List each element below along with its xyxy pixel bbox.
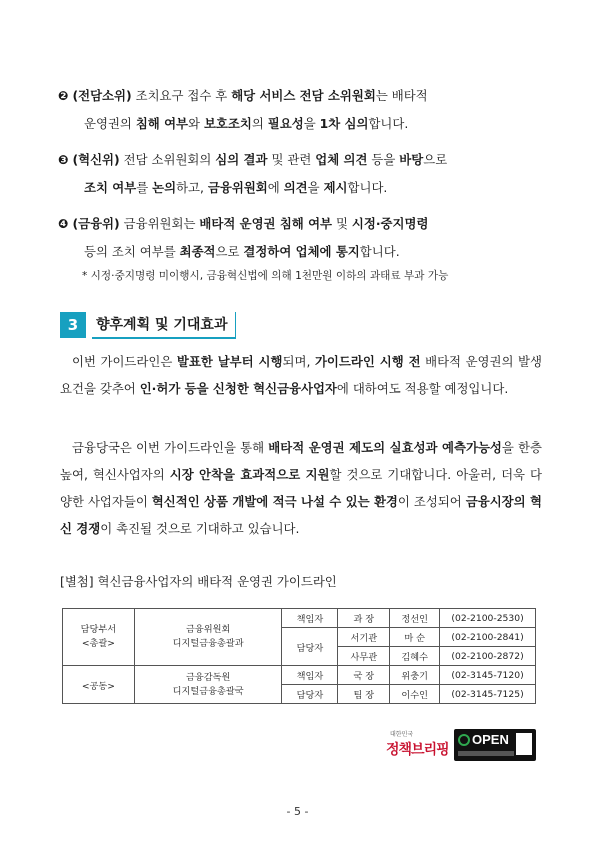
step-line-2 <box>58 110 548 138</box>
emphasis-text: 해당 서비스 전담 소위원회 <box>231 88 376 103</box>
text-run: 으로 <box>423 152 448 167</box>
title-cell: 서기관 <box>338 628 390 647</box>
emphasis-text: 필요성 <box>267 116 304 131</box>
co-org: 금융감독원 디지털금융총괄국 <box>134 666 282 704</box>
text-run: 이 조성되어 <box>397 494 466 509</box>
text-run: 및 관련 <box>267 152 316 167</box>
emphasis-text: 바탕 <box>399 152 424 167</box>
emphasis-text: 보호조치 <box>203 116 252 131</box>
phone-cell: (02-2100-2530) <box>440 609 536 628</box>
emphasis-text: 침해 여부 <box>135 116 189 131</box>
role-cell: 책임자 <box>282 609 338 628</box>
emphasis-text: 제시 <box>323 180 348 195</box>
title-cell: 과 장 <box>338 609 390 628</box>
step-line-1 <box>72 216 428 231</box>
main-org: 금융위원회 디지털금융총괄과 <box>134 609 282 666</box>
title-cell: 국 장 <box>338 666 390 685</box>
step-marker: ❸ <box>58 152 69 167</box>
text-run: 를 <box>136 180 153 195</box>
emphasis-text: 심의 결과 <box>215 152 268 167</box>
phone-cell: (02-2100-2841) <box>440 628 536 647</box>
title-cell: 사무관 <box>338 647 390 666</box>
footer-logos <box>386 727 536 765</box>
emphasis-text: 결정하여 업체에 통지 <box>243 244 360 259</box>
role-cell: 책임자 <box>282 666 338 685</box>
emphasis-text: 인·허가 등을 신청한 혁신금융사업자 <box>139 381 337 396</box>
text-run: 을 <box>307 180 324 195</box>
text-run: 합니다. <box>359 244 400 259</box>
text-run: 을 한층 높여, 혁신사업자의 <box>60 440 542 482</box>
text-run: 에 <box>267 180 284 195</box>
text-run: 이 촉진될 것으로 기대하고 있습니다. <box>100 521 300 536</box>
text-run: 와 <box>188 116 204 131</box>
emphasis-text: (전담소위) <box>72 88 132 103</box>
name-cell: 정선인 <box>390 609 440 628</box>
emphasis-text: 혁신적인 상품 개발에 적극 나설 수 있는 환경 <box>151 494 398 509</box>
section-title: 향후계획 및 기대효과 <box>92 312 236 339</box>
main-dept-label: 담당부서 <총괄> <box>63 609 135 666</box>
emphasis-text: 최종적 <box>179 244 216 259</box>
emphasis-text: (금융위) <box>72 216 120 231</box>
emphasis-text: 배타적 운영권 침해 여부 <box>199 216 333 231</box>
phone-cell: (02-2100-2872) <box>440 647 536 666</box>
step-line-2 <box>58 174 548 202</box>
paragraph-schedule <box>60 348 542 402</box>
step-line-2 <box>58 238 548 266</box>
open-license-logo: OPEN <box>454 729 536 761</box>
emphasis-text: 1차 심의 <box>319 116 369 131</box>
name-cell: 김혜수 <box>390 647 440 666</box>
text-run: 금융당국은 이번 가이드라인을 통해 <box>72 440 269 455</box>
text-run: 전담 소위원회의 <box>119 152 216 167</box>
text-run: 금융위원회는 <box>119 216 200 231</box>
name-cell: 이수인 <box>390 685 440 704</box>
procedure-step-2 <box>58 82 548 138</box>
text-run: 배타적 운영권의 발생요건을 갖추어 <box>60 354 542 396</box>
procedure-step-3 <box>58 146 548 202</box>
section-number: 3 <box>60 312 86 338</box>
contact-table <box>62 608 536 704</box>
emphasis-text: 가이드라인 시행 전 <box>314 354 421 369</box>
phone-cell: (02-3145-7120) <box>440 666 536 685</box>
emphasis-text: 배타적 운영권 제도의 실효성과 예측가능성 <box>268 440 502 455</box>
co-dept-label: <공동> <box>63 666 135 704</box>
name-cell: 마 순 <box>390 628 440 647</box>
emphasis-text: 논의 <box>152 180 177 195</box>
role-cell: 담당자 <box>282 685 338 704</box>
policy-briefing-logo: 대한민국 정책브리핑 <box>386 731 449 758</box>
emphasis-text: 시정·중지명령 <box>351 216 429 231</box>
text-run: 을 <box>303 116 320 131</box>
emphasis-text: 의견 <box>283 180 308 195</box>
title-cell: 팀 장 <box>338 685 390 704</box>
open-circle-icon <box>458 734 470 746</box>
procedure-step-4 <box>58 210 548 266</box>
text-run: 이번 가이드라인은 <box>72 354 177 369</box>
section-header <box>60 312 236 338</box>
emphasis-text: 발표한 날부터 시행 <box>176 354 283 369</box>
emphasis-text: 시장 안착을 효과적으로 지원 <box>169 467 330 482</box>
license-type-icon <box>516 733 532 755</box>
step-marker: ❷ <box>58 88 69 103</box>
emphasis-text: 업체 의견 <box>315 152 368 167</box>
step-line-1 <box>72 88 427 103</box>
page-number: - 5 - <box>286 805 309 818</box>
text-run: 의 <box>251 116 268 131</box>
text-run: 는 배타적 <box>375 88 428 103</box>
text-run: 등의 조치 여부를 <box>84 244 180 259</box>
text-run: 할 것으로 기대합니다. 아울러, 더욱 다양한 사업자들이 <box>60 467 542 509</box>
text-run: 으로 <box>215 244 244 259</box>
emphasis-text: 금융위원회 <box>207 180 268 195</box>
text-run: 합니다. <box>347 180 388 195</box>
emphasis-text: 금융시장의 혁신 경쟁 <box>60 494 542 536</box>
role-cell: 담당자 <box>282 628 338 666</box>
text-run: 합니다. <box>368 116 409 131</box>
table-row <box>63 666 536 685</box>
footnote: * 시정·중지명령 미이행시, 금융혁신법에 의해 1천만원 이하의 과태료 부과 가능 <box>82 270 449 282</box>
table-row <box>63 609 536 628</box>
emphasis-text: (혁신위) <box>72 152 120 167</box>
text-run: 조치요구 접수 후 <box>131 88 232 103</box>
text-run: 운영권의 <box>84 116 136 131</box>
text-run: 하고, <box>176 180 208 195</box>
text-run: 되며, <box>282 354 315 369</box>
paragraph-expected-effect <box>60 434 542 542</box>
emphasis-text: 조치 여부 <box>84 180 137 195</box>
text-run: 및 <box>332 216 352 231</box>
text-run: 에 대하여도 적용할 예정입니다. <box>336 381 509 396</box>
text-run: 등을 <box>367 152 400 167</box>
phone-cell: (02-3145-7125) <box>440 685 536 704</box>
step-line-1 <box>72 152 447 167</box>
name-cell: 위충기 <box>390 666 440 685</box>
step-marker: ❹ <box>58 216 69 231</box>
annex-title: [별첨] 혁신금융사업자의 배타적 운영권 가이드라인 <box>60 574 337 589</box>
